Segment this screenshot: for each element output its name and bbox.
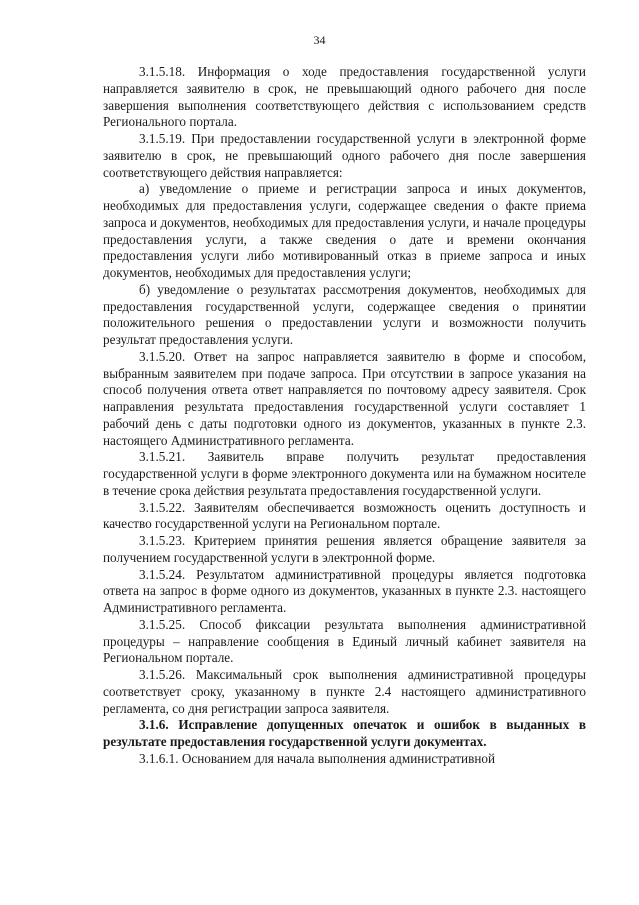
- paragraph-3-1-5-19-b: б) уведомление о результатах рассмотрения документов, необходимых для предоставления государственной услуги, содержащее сведения о принятии положительного решения о предоставлении услуги и возможности получить результат предоставления услуги.: [103, 281, 586, 347]
- paragraph-3-1-5-20: 3.1.5.20. Ответ на запрос направляется заявителю в форме и способом, выбранным заявителем при подаче запроса. При отсутствии в запросе указания на способ получения ответа ответ направляется по почтовому адресу заявителя. Срок направления результата предоставления государственной услуги составляет 1 рабочий день с даты подготовки одного из документов, указанных в пункте 2.3. настоящего Административного регламента.: [103, 348, 586, 448]
- paragraph-3-1-5-18: 3.1.5.18. Информация о ходе предоставления государственной услуги направляется заявителю в срок, не превышающий одного рабочего дня после завершения выполнения соответствующего действия с использованием средств Регионального портала.: [103, 64, 586, 130]
- paragraph-3-1-5-22: 3.1.5.22. Заявителям обеспечивается возможность оценить доступность и качество государственной услуги на Региональном портале.: [103, 499, 586, 532]
- paragraph-3-1-5-19-a: а) уведомление о приеме и регистрации запроса и иных документов, необходимых для предоставления услуги, содержащее сведения о факте приема запроса и документов, необходимых для предоставления услуги, и начале процедуры предоставления услуги, а также сведения о дате и времени окончания предоставления услуги либо мотивированный отказ в приеме запроса и иных документов, необходимых для предоставления услуги;: [103, 181, 586, 280]
- paragraph-3-1-5-26: 3.1.5.26. Максимальный срок выполнения административной процедуры соответствует сроку, указанному в пункте 2.4 настоящего административного регламента, со дня регистрации запроса заявителя.: [103, 667, 586, 716]
- paragraph-3-1-5-23: 3.1.5.23. Критерием принятия решения является обращение заявителя за получением государственной услуги в электронной форме.: [103, 533, 586, 565]
- paragraph-3-1-5-19: 3.1.5.19. При предоставлении государственной услуги в электронной форме заявителю в срок, не превышающий одного рабочего дня после завершения соответствующего действия направляется:: [103, 131, 586, 180]
- page-number: 34: [313, 33, 326, 47]
- paragraph-3-1-6-1: 3.1.6.1. Основанием для начала выполнения административной: [139, 750, 496, 766]
- document-body: [103, 64, 586, 768]
- paragraph-3-1-5-25: 3.1.5.25. Способ фиксации результата выполнения административной процедуры – направление сообщения в Единый личный кабинет заявителя на Региональном портале.: [103, 616, 586, 666]
- paragraph-3-1-5-24: 3.1.5.24. Результатом административной процедуры является подготовка ответа на запрос в форме одного из документов, указанных в пункте 2.3. настоящего Административного регламента.: [103, 566, 586, 615]
- paragraph-3-1-5-21: 3.1.5.21. Заявитель вправе получить результат предоставления государственной услуги в форме электронного документа или на бумажном носителе в течение срока действия результата предоставления государственной услуги.: [103, 449, 586, 498]
- section-heading-3-1-6: 3.1.6. Исправление допущенных опечаток и ошибок в выданных в результате предоставления государственной услуги документах.: [103, 717, 586, 749]
